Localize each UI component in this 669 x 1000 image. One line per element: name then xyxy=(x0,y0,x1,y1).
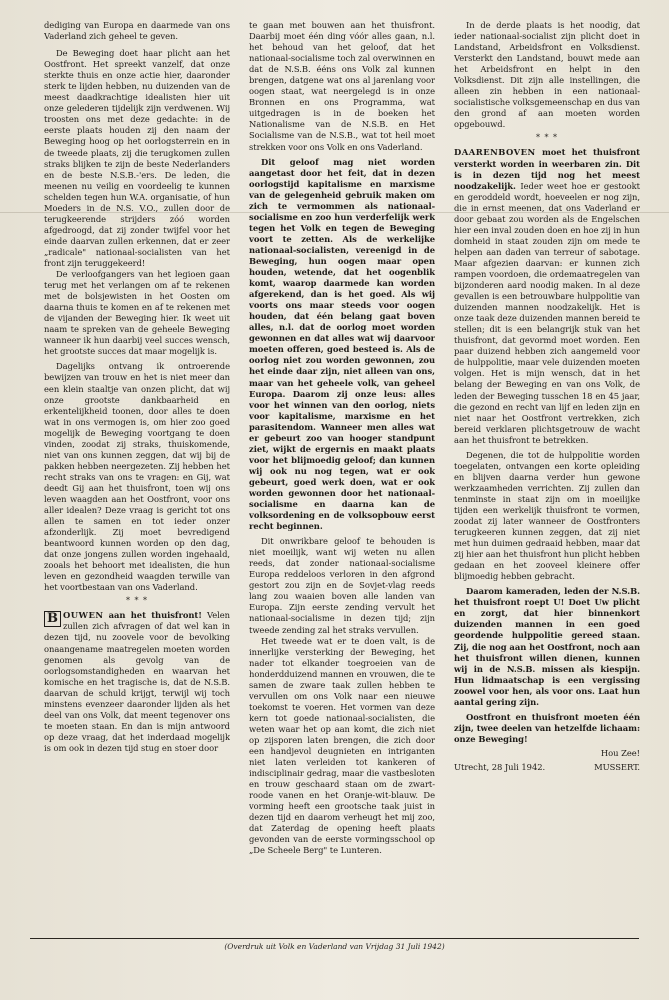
paragraph: In de derde plaats is het noodig, dat ieder nationaal-socialist zijn plicht doet in Landstand, Arbeidsfront en Volksdienst. Versterkt den Landstand, bouwt mede aan het Arbeidsfront en helpt in den Volksdienst. Dit zijn alle instellingen, die alleen zin hebben in een nationaal-socialistische volksgemeenschap en dus van den grond af aan moeten worden opgebouwd. xyxy=(454,20,640,130)
column-3 xyxy=(454,20,640,944)
paper-fold-line xyxy=(0,212,669,213)
footer-rule xyxy=(30,938,639,939)
place-date: Utrecht, 28 Juli 1942. xyxy=(454,762,546,772)
lead-word: DAARENBOVEN xyxy=(454,147,536,158)
column-1 xyxy=(44,20,230,944)
paragraph: te gaan met bouwen aan het thuisfront. Daarbij moet één ding vóór alles gaan, n.l. het behoud van het geloof, dat het nationaal-socialisme toch zal overwinnen en dat de N.S.B. ééns ons Volk zal kunnen brengen, datgene wat ons al jarenlang voor oogen staat, wat neergelegd is in onze Bronnen en ons Programma, wat uitgedragen is in de boeken het Nationalisme van de N.S.B. en Het Socialisme van de N.S.B., wat tot heil moet strekken voor ons Volk en ons Vaderland. xyxy=(249,20,435,152)
lead-word: OUWEN xyxy=(62,610,104,621)
lead-rest: moet het thuisfront versterkt worden in weerbaren zin. Dit is in dezen tijd nog het meest noodzakelijk. xyxy=(454,147,640,191)
paragraph: Dagelijks ontvang ik ontroerende bewijzen van trouw en het is niet meer dan een klein staaltje van onzen plicht, dat wij onze grootste dankbaarheid en erkentelijkheid toonen, door alles te doen wat in ons vermogen is, om hier zoo goed mogelijk de Beweging voortgang te doen vinden, zoodat zij straks, thuiskomende, niet van ons kunnen zeggen, dat wij bij de pakken hebben neergezeten. Zij hebben het recht straks van ons te vragen: en Gij, wat deedt Gij aan het thuisfront, toen wij ons leven waagden aan het Oostfront, voor ons aller idealen? Deze vraag is gericht tot ons allen te samen en tot ieder onzer afzonderlijk. Zij moet bevredigend beantwoord kunnen worden op den dag, dat onze jongens zullen worden ingehaald, zooals het behoort met idealisten, die hun leven en gezondheid waagden terwille van het voortbestaan van ons Vaderland. xyxy=(44,361,230,593)
lead-capital: B xyxy=(44,611,61,627)
section-lead xyxy=(454,147,640,445)
paragraph: Het tweede wat er te doen valt, is de innerlijke versterking der Beweging, het nader tot elkander toegroeien van de honderdduizend mannen en vrouwen, die te samen de zware taak zullen hebben te vervullen om ons Volk naar een nieuwe toekomst te voeren. Het vormen van deze kern tot goede nationaal-socialisten, die weten waar het op aan komt, die zich niet op zijsporen laten brengen, die zich door een handjevol deugnieten en intriganten niet laten verleiden tot kankeren of indisciplinair gedrag, maar die vastbesloten en trouw geschaard staan om de zwart-roode vanen en het Oranje-wit-blauw. De vorming heeft een grootsche taak juist in dezen tijd en daarom verheugt het mij zoo, dat Zaterdag de opening heeft plaats gevonden van de eerste vormingsschool op „De Scheele Berg" te Lunteren. xyxy=(249,635,435,856)
paragraph: Daarom kameraden, leden der N.S.B. het thuisfront roept U! Doet Uw plicht en zorgt, dat hier binnenkort duizenden mannen in een goed geordende hulppolitie gereed staan. Zij, die nog aan het Oostfront, noch aan het thuisfront willen dienen, kunnen wij in de N.S.B. missen als kiespijn. Hun lidmaatschap is een vergissing zoowel voor hen, als voor ons. Laat hun aantal gering zijn. xyxy=(454,586,640,707)
paragraph: Velen zullen zich afvragen of dat wel kan in dezen tijd, nu zoovele voor de bevolking onaangename maatregelen moeten worden genomen als gevolg van de oorlogsomstandigheden en waarvan het komische en het tragische is, dat de N.S.B. daarvan de schuld krijgt, terwijl wij toch minstens evenzeer daaronder lijden als het deel van ons Volk, dat meent tegenover ons te moeten staan. En dan is mijn antwoord op deze vraag, dat het inderdaad mogelijk is om ook in dezen tijd stug en stoer door xyxy=(44,610,230,753)
paragraph: Degenen, die tot de hulppolitie worden toegelaten, ontvangen een korte opleiding en blijven daarna verder hun gewone werkzaamheden verrichten. Zij zullen dan tenminste in staat zijn om in moeilijke tijden een werkelijk thuisfront te vormen, zoodat zij later wanneer de Oostfronters terugkeeren kunnen zeggen, dat zij niet met hun duimen gedraaid hebben, maar dat zij hier aan het thuisfront hun plicht hebben gedaan en het zooveel kleinere offer blijmoedig hebben gebracht. xyxy=(454,449,640,582)
closing-salute: Hou Zee! xyxy=(600,747,640,758)
author-name: MUSSERT. xyxy=(594,762,640,772)
paragraph: Dit onwrikbare geloof te behouden is niet moeilijk, want wij weten nu allen reeds, dat zonder nationaal-socialisme Europa reddeloos verloren in den afgrond gestort zou zijn en de Sovjet-vlag reeds lang zou waaien boven alle landen van Europa. Zijn eerste zending vervult het nationaal-socialisme in dezen tijd; zijn tweede zending zal het straks vervullen. xyxy=(249,536,435,635)
section-separator: * * * xyxy=(535,133,559,143)
paragraph: De Beweging doet haar plicht aan het Oostfront. Het spreekt vanzelf, dat onze sterkte thuis en onze actie hier, daaronder sterk te lijden hebben, nu duizenden van de meest daadkrachtige idealisten hier uit onze gelederen tijdelijk zijn verdwenen. Wij troosten ons met deze gedachte: in de eerste plaats houden zij den naam der Beweging hoog op het oorlogsterrein en in de tweede plaats, zij die terugkomen zullen straks blijken te zijn de beste Nederlanders en de beste N.S.B.-'ers. De leden, die meenen nu veilig en voordeelig te kunnen schelden tegen hun W.A. organisatie, of hun Moeders in de N.S. V.O., zullen door de terugkeerende strijders zóó worden afgedroogd, dat zij zonder twijfel voor het einde daarvan zullen erkennen, dat er zeer „radicale" nationaal-socialisten van het front zijn teruggekeerd! xyxy=(44,48,230,268)
section-lead xyxy=(44,610,230,754)
paragraph: Oostfront en thuisfront moeten één zijn, twee deelen van hetzelfde lichaam: onze Beweging! xyxy=(454,711,640,744)
signature-line xyxy=(454,762,640,773)
column-2 xyxy=(249,20,435,944)
lead-rest: aan het thuisfront! xyxy=(108,610,202,621)
paragraph: Ieder weet hoe er gestookt en geroddeld wordt, hoeveelen er nog zijn, die in ernst meenen, dat ons Vaderland er door gebaat zou worden als de Engelschen hier een inval zouden doen en hoe zij in hun domheid in staat zouden zijn om mede te helpen aan daden van terreur of sabotage. Maar afgezien daarvan: er kunnen zich rampen voordoen, die ordemaatregelen van bijzonderen aard noodig maken. In al deze gevallen is een betrouwbare hulppolitie van duizenden mannen noodzakelijk. Het is onze taak deze duizenden mannen bereid te stellen; dit is een belangrijk stuk van het thuisfront, dat gevormd moet worden. Een paar duizend hebben zich aangemeld voor de hulppolitie, maar vele duizenden moeten volgen. Het is mijn wensch, dat in het belang der Beweging en van ons Volk, de leden der Beweging tusschen 18 en 45 jaar, die gezond en recht van lijf en leden zijn en niet naar het Oostfront vertrekken, zich bereid verklaren plichtsgetrouw de wacht aan het thuisfront te betrekken. xyxy=(454,180,640,445)
paragraph: De verloofgangers van het legioen gaan terug met het verlangen om af te rekenen met de bolsjewisten in het Oosten om daarna thuis te komen en af te rekenen met de vijanden der Beweging hier. Ik weet uit naam te spreken van de geheele Beweging wanneer ik hun daarbij veel succes wensch, het grootste succes dat maar mogelijk is. xyxy=(44,269,230,357)
paragraph: dediging van Europa en daarmede van ons Vaderland zich geheel te geven. xyxy=(44,20,230,42)
text-columns xyxy=(44,20,643,944)
section-separator: * * * xyxy=(125,596,149,606)
paragraph: Dit geloof mag niet worden aangetast door het feit, dat in dezen oorlogstijd kapitalisme en marxisme van de gelegenheid gebruik maken om zich te vermommen als nationaal-socialisme en zoo hun verderfelijk werk tegen het Volk en tegen de Beweging voort te zetten. Als de werkelijke nationaal-socialisten, vereenigd in de Beweging, hun oogen maar open houden, wetende, dat het oogenblik komt, waarop daarmede kan worden afgerekend, dan is het goed. Als wij voorts ons maar steeds voor oogen houden, dat één belang gaat boven alles, n.l. dat de oorlog moet worden gewonnen en dat alles wat wij daarvoor moeten offeren, goed besteed is. Als de oorlog niet zou worden gewonnen, zou het einde daar zijn, niet alleen van ons, maar van het geheele volk, van geheel Europa. Daarom zij onze leus: alles voor het winnen van den oorlog, niets voor kapitalisme, marxisme en het parasitendom. Wanneer men alles wat er gebeurt zoo van hooger standpunt ziet, wijkt de ergernis en maakt plaats voor het blijmoedig geloof; dan kunnen wij ook nu nog tegen, wat er ook gebeurt, goed werk doen, wat er ook worden gewonnen door het nationaal-socialisme en daarna kan de volksordening en de volksopbouw eerst recht beginnen. xyxy=(249,156,435,532)
reprint-note: (Overdruk uit Volk en Vaderland van Vrijdag 31 Juli 1942) xyxy=(224,942,445,951)
